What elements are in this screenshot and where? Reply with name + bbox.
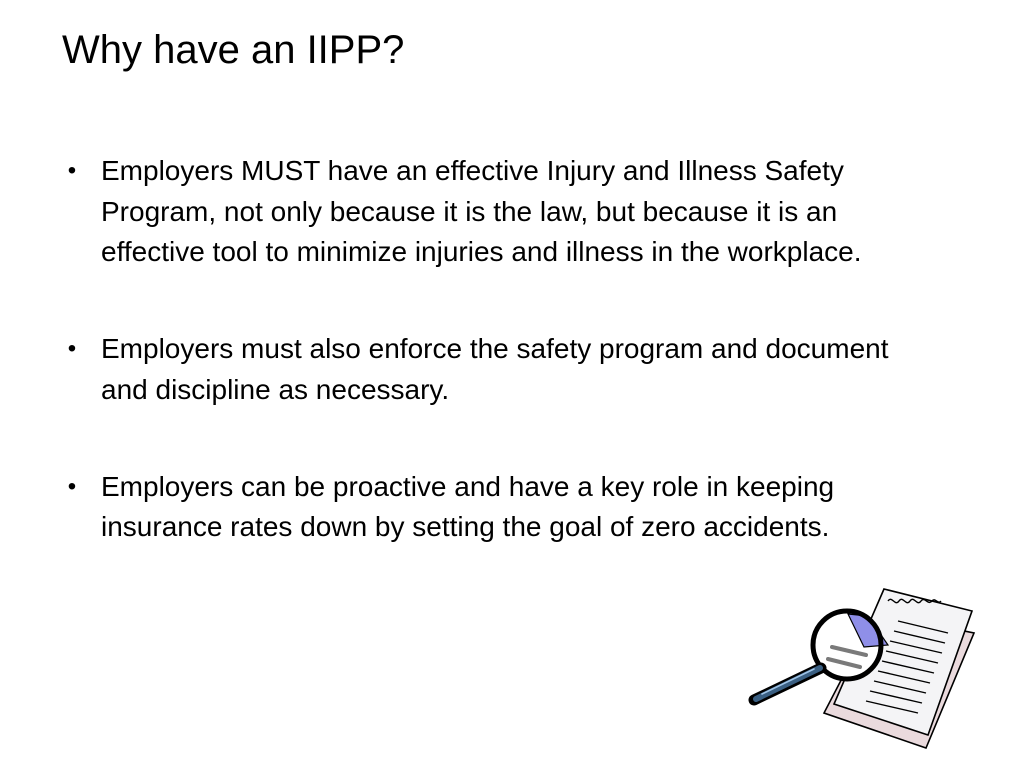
slide-title: Why have an IIPP? <box>62 28 405 72</box>
bullet-text: Employers must also enforce the safety program and document and discipline as necessary. <box>101 333 889 405</box>
bullet-glyph: • <box>67 472 77 500</box>
bullet-text: Employers MUST have an effective Injury and Illness Safety Program, not only because it is the law, but because it is an effective tool to minimize injuries and illness in the workplace. <box>101 155 862 268</box>
bullet-text: Employers can be proactive and have a key role in keeping insurance rates down by setting the goal of zero accidents. <box>101 470 835 543</box>
bullet-list <box>62 151 922 548</box>
bullet-item <box>62 329 922 410</box>
magnifying-glass-over-document-icon <box>748 585 978 750</box>
bullet-item <box>62 467 922 548</box>
bullet-item <box>62 151 922 273</box>
bullet-glyph: • <box>67 157 77 184</box>
bullet-glyph: • <box>67 335 77 363</box>
magnifier-handle-highlight <box>762 669 814 694</box>
magnifier-handle-fill <box>756 668 820 699</box>
